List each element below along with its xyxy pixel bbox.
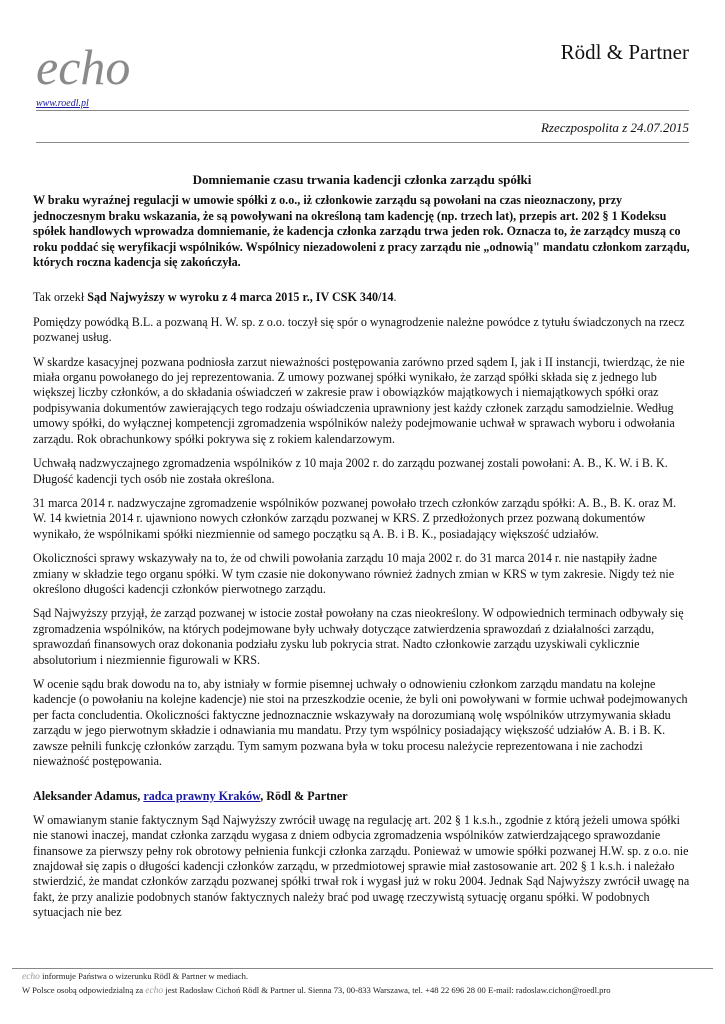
paragraph-court-opinion: W ocenie sądu brak dowodu na to, aby istniały w formie pisemnej uchwały o odnowieniu członkom zarządu mandatu na kolejne kadencje (o powołaniu na kolejne kadencje) nie stoi na przeszkodzie ocenie, że byli oni powoływani w formie uchwał podejmowanych per facta concludentia. Okoliczności faktyczne jednoznacznie wskazywały na dorozumianą wolę wspólników utrzymywania składu zarządu w jego pierwotnym składzie i odnawiania mu mandatu. Przy tym wspólnicy posiadający większość udziałów A. B. i B. K. zawsze pełnili funkcję członków zarządu. Tym samym pozwana była w toku procesu należycie reprezentowana i nie zachodzi nieważność postępowania. bbox=[33, 676, 688, 768]
footer-info-text: informuje Państwa o wizerunku Rödl & Partner w mediach. bbox=[39, 971, 249, 981]
paragraph-meeting-2014: 31 marca 2014 r. nadzwyczajne zgromadzenie wspólników pozwanej powołało trzech członków zarządu spółki: A. B., B. K. oraz M. W. 14 kwietnia 2014 r. ujawniono nowych członków zarządu pozwanej w KRS. Z przedłożonych przez pozwaną dokumentów wynikało, że wspólnikami spółki niezmiennie od samego początku są A. B. i B. K., posiadający większość udziałów. bbox=[33, 495, 677, 541]
paragraph-cassation: W skardze kasacyjnej pozwana podniosła zarzut nieważności postępowania zarówno przed sądem I, jak i II instancji, twierdząc, że nie miała organu powołanego do jej reprezentowania. Z umowy pozwanej spółki wynikało, że zarząd spółki składa się z jednego lub większej liczby członków, a do składania oświadczeń w zakresie praw i obowiązków majątkowych i niemajątkowych spółki oraz podpisywania dokumentów zawierających tego rodzaju oświadczenia uprawniony jest każdy członek zarządu samodzielnie. Według umowy spółki, do wyłącznej kompetencji zgromadzenia wspólników należy podejmowanie uchwał w sprawach wyboru i odwołania zarządu. Rok obrachunkowy spółki pokrywa się z rokiem kalendarzowym. bbox=[33, 354, 685, 446]
footer-echo-logo-2: echo bbox=[145, 986, 164, 996]
source-divider bbox=[36, 142, 689, 143]
footer-line-1 bbox=[22, 971, 713, 982]
author-profile-link[interactable]: radca prawny Kraków bbox=[143, 789, 261, 804]
footer-line-2 bbox=[22, 985, 713, 996]
ruling-suffix: . bbox=[393, 290, 397, 305]
footer-echo-logo: echo bbox=[22, 972, 40, 982]
paragraph-circumstances: Okoliczności sprawy wskazywały na to, że od chwili powołania zarządu 10 maja 2002 r. do 31 marca 2014 r. nie nastąpiły żadne zmiany w składzie tego organu spółki. W tym czasie nie dokonywano również żadnych zmian w KRS w tym zakresie. Nigdy też nie określono długości kadencji członków pierwotnego zarządu. bbox=[33, 551, 675, 596]
article-title: Domniemanie czasu trwania kadencji członka zarządu spółki bbox=[192, 172, 532, 187]
paragraph-court-finding: Sąd Najwyższy przyjął, że zarząd pozwanej w istocie został powołany na czas nieokreślony. W odpowiednich terminach odbywały się zgromadzenia wspólników, na których podejmowane były uchwały dotyczące zatwierdzenia sprawozdań z działalności zarządu, sprawozdań finansowych oraz dokonania podziału zysku lub pokrycia strat. Nadto członkowie zarządu uzyskiwali cyklicznie absolutorium i niezmiennie figurowali w KRS. bbox=[33, 606, 684, 667]
paragraph-resolution-2002: Uchwałą nadzwyczajnego zgromadzenia wspólników z 10 maja 2002 r. do zarządu pozwanej zostali powołani: A. B., K. W. i B. K. Długość kadencji tych osób nie została określona. bbox=[33, 456, 668, 486]
author-name: Aleksander Adamus, bbox=[33, 789, 144, 804]
paragraph-dispute: Pomiędzy powódką B.L. a pozwaną H. W. sp. z o.o. toczył się spór o wynagrodzenie należne powódce z tytułu świadczonych na rzecz pozwanej usług. bbox=[33, 314, 685, 345]
paragraph-ruling bbox=[33, 290, 691, 305]
author-firm: , Rödl & Partner bbox=[260, 789, 348, 804]
echo-logo: echo bbox=[36, 39, 131, 95]
ruling-prefix: Tak orzekł bbox=[33, 290, 88, 305]
footer-contact-prefix: W Polsce osobą odpowiedzialną za bbox=[22, 985, 146, 995]
paragraph-commentary: W omawianym stanie faktycznym Sąd Najwyższy zwrócił uwagę na regulację art. 202 § 1 k.s.h., zgodnie z którą jeżeli umowa spółki nie stanowi inaczej, mandat członka zarządu wygasa z dniem odbycia zgromadzenia wspólników zatwierdzającego sprawozdanie finansowe za pierwszy pełny rok obrotowy pełnienia funkcji członka zarządu. Ponieważ w umowie spółki pozwanej H.W. sp. z o.o. nie znajdował się zapis o długości kadencji członków zarządu, w przedmiotowej sprawie miał zastosowanie art. 202 § 1 k.s.h. i należało stwierdzić, że mandat członków zarządu pozwanej spółki trwał rok i wygasł już w roku 2004. Jednak Sąd Najwyższy zwrócił uwagę na fakt, że przy analizie podobnych stanów faktycznych należy brać pod uwagę rzeczywistą sytuację organu spółki. W podobnych sytuacjach nie bez bbox=[33, 812, 690, 920]
source-date: Rzeczpospolita z 24.07.2015 bbox=[540, 120, 689, 135]
article-body bbox=[33, 172, 691, 930]
author-line bbox=[33, 789, 691, 804]
article-lead: W braku wyraźnej regulacji w umowie spółki z o.o., iż członkowie zarządu są powołani na czas nieoznaczony, przy jednoczesnym braku wskazania, że są powoływani na określoną tam kadencję (np. trzech lat), przepis art. 202 § 1 Kodeksu spółek handlowych wprowadza domniemanie, że kadencja członka zarządu trwa jeden rok. Oznacza to, że zarządcy muszą co roku poddać się weryfikacji wspólników. Wspólnicy niezadowoleni z pracy zarządu nie „odnowią" mandatu członkom zarządu, których roczna kadencja się zakończyła. bbox=[33, 193, 690, 270]
ruling-reference: Sąd Najwyższy w wyroku z 4 marca 2015 r., IV CSK 340/14 bbox=[87, 290, 394, 305]
brand-logo: Rödl & Partner bbox=[560, 40, 689, 64]
footer-contact-details: jest Radosław Cichoń Rödl & Partner ul. Sienna 73, 00-833 Warszawa, tel. +48 22 696 28 00 E-mail: radoslaw.cichon@roedl.pro bbox=[163, 985, 611, 995]
website-link[interactable]: www.roedl.pl bbox=[36, 98, 89, 109]
footer-divider bbox=[12, 968, 713, 969]
header-divider bbox=[36, 110, 689, 111]
